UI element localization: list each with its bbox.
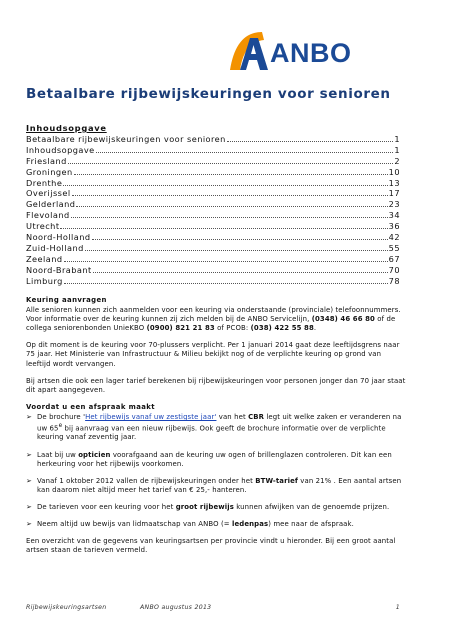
- toc-leader-dots: [74, 174, 388, 175]
- brochure-link[interactable]: Het rijbewijs vanaf uw zestigste jaar': [85, 412, 217, 421]
- anbo-emblem-icon: [226, 26, 274, 78]
- toc-leader-dots: [63, 185, 387, 186]
- toc-leader-dots: [64, 261, 388, 262]
- toc-leader-dots: [71, 217, 388, 218]
- arrow-bullet-icon: ➢: [26, 476, 32, 485]
- document-body: [26, 296, 406, 563]
- toc-entry-label: Betaalbare rijbewijskeuringen voor senioren: [26, 134, 226, 144]
- toc-entry-label: Limburg: [26, 275, 63, 286]
- toc-leader-dots: [64, 283, 388, 284]
- phone-uniekbo: (0900) 821 21 83: [146, 324, 215, 333]
- toc-entry-page: 34: [388, 210, 400, 221]
- toc-entry[interactable]: [26, 243, 400, 254]
- section-heading-keuring: Keuring aanvragen: [26, 296, 107, 304]
- toc-entry[interactable]: [26, 265, 400, 276]
- toc-entry-page: 1: [394, 144, 400, 155]
- toc-leader-dots: [60, 228, 387, 229]
- toc-entry-label: Friesland: [26, 155, 67, 166]
- page-title: Betaalbare rijbewijskeuringen voor senioren: [26, 86, 391, 102]
- toc-entry[interactable]: [26, 188, 400, 199]
- arrow-bullet-icon: ➢: [26, 450, 32, 459]
- toc-entry[interactable]: [26, 210, 400, 221]
- phone-pcob: (038) 422 55 88: [250, 324, 314, 333]
- toc-leader-dots: [227, 141, 394, 142]
- toc-entry-page: 1: [394, 134, 400, 144]
- paragraph-lower-tariff: Bij artsen die ook een lager tarief berekenen bij rijbewijskeuringen voor personen jonger dan 70 jaar staat dit apart aangegeven.: [26, 376, 406, 394]
- toc-entry-label: Overijssel: [26, 188, 71, 199]
- toc-entry-label: Zeeland: [26, 253, 63, 264]
- arrow-bullet-icon: ➢: [26, 412, 32, 421]
- toc-entry-label: Utrecht: [26, 221, 60, 232]
- toc-entry-label: Zuid-Holland: [26, 242, 84, 253]
- toc-entry[interactable]: [26, 178, 400, 189]
- toc-entry[interactable]: [26, 199, 400, 210]
- paragraph-closing: Een overzicht van de gegevens van keuringsartsen per provincie vindt u hieronder. Bij een groot aantal artsen staan de tarieven vermeld.: [26, 537, 396, 555]
- toc-entry-label: Flevoland: [26, 210, 70, 221]
- toc-entry[interactable]: [26, 134, 400, 145]
- toc-leader-dots: [93, 272, 388, 273]
- toc-entry-label: Gelderland: [26, 199, 76, 210]
- toc-entry-label: Inhoudsopgave: [26, 144, 95, 155]
- list-item: ➢ Vanaf 1 oktober 2012 vallen de rijbewijskeuringen onder het BTW-tarief van 21% . Een aantal artsen kan daarom niet altijd meer het tarief van € 25,- hanteren.: [26, 476, 402, 494]
- table-of-contents: [26, 134, 400, 286]
- list-item: ➢ Laat bij uw opticien voorafgaand aan de keuring uw ogen of brillenglazen controleren. Dit kan een herkeuring voor het rijbewijs voorkomen.: [26, 450, 392, 468]
- toc-leader-dots: [96, 152, 394, 153]
- toc-entry-page: 2: [394, 155, 400, 166]
- page-number: 1: [395, 604, 400, 611]
- toc-entry[interactable]: [26, 167, 400, 178]
- toc-entry-page: 70: [388, 264, 400, 275]
- toc-entry[interactable]: [26, 221, 400, 232]
- toc-entry[interactable]: [26, 156, 400, 167]
- list-item: ➢ De tarieven voor een keuring voor het groot rijbewijs kunnen afwijken van de genoemde prijzen.: [26, 502, 390, 511]
- toc-entry-page: 17: [388, 188, 400, 199]
- toc-entry-page: 42: [388, 232, 400, 243]
- arrow-bullet-icon: ➢: [26, 519, 32, 528]
- footer-date: ANBO augustus 2013: [140, 604, 212, 611]
- toc-entry-page: 67: [388, 253, 400, 264]
- toc-leader-dots: [72, 195, 388, 196]
- toc-entry[interactable]: [26, 145, 400, 156]
- toc-leader-dots: [76, 206, 387, 207]
- toc-entry-page: 55: [388, 242, 400, 253]
- phone-anbo: (0348) 46 66 80: [311, 315, 375, 324]
- section-heading-voordat: Voordat u een afspraak maakt: [26, 402, 155, 411]
- list-item: ➢ De brochure 'Het rijbewijs vanaf uw zestigste jaar' van het CBR legt uit welke zaken er veranderen na uw 65e bij aanvraag van een nieuw rijbewijs. Ook geeft de brochure informatie over de verplichte keuring vanaf zeventig jaar.: [26, 412, 402, 442]
- paragraph-keuring-intro: Alle senioren kunnen zich aanmelden voor een keuring via onderstaande (provinciale) telefoonnummers. Voor informatie over de keuring kunnen zij zich melden bij de ANBO Servicelijn, (0348) 46 66 80 of de collega seniorenbonden UnieKBO (0900) 821 21 83 of PCOB: (038) 422 55 88.: [26, 306, 401, 333]
- toc-leader-dots: [92, 239, 388, 240]
- logo-wordmark: ANBO: [270, 38, 352, 68]
- arrow-bullet-icon: ➢: [26, 502, 32, 511]
- footer-doc-name: Rijbewijskeuringsartsen: [26, 604, 107, 611]
- paragraph-age-limit: Op dit moment is de keuring voor 70-plussers verplicht. Per 1 januari 2014 gaat deze leeftijdsgrens naar 75 jaar. Het Ministerie van Infrastructuur & Milieu bekijkt nog of de verplichte keuring op grond van leeftijd wordt vervangen.: [26, 341, 400, 368]
- toc-entry[interactable]: [26, 276, 400, 287]
- anbo-logo: [226, 26, 386, 78]
- list-item: ➢ Neem altijd uw bewijs van lidmaatschap van ANBO (= ledenpas) mee naar de afspraak.: [26, 519, 354, 528]
- toc-entry-page: 23: [388, 199, 400, 210]
- toc-entry-page: 10: [388, 166, 400, 177]
- toc-entry-label: Groningen: [26, 166, 73, 177]
- toc-entry-label: Noord-Holland: [26, 232, 91, 243]
- toc-entry-page: 13: [388, 177, 400, 188]
- toc-entry-label: Drenthe: [26, 177, 63, 188]
- toc-entry[interactable]: [26, 232, 400, 243]
- toc-entry-page: 36: [388, 221, 400, 232]
- toc-entry-page: 78: [388, 275, 400, 286]
- toc-entry[interactable]: [26, 254, 400, 265]
- toc-entry-label: Noord-Brabant: [26, 264, 92, 275]
- toc-heading: Inhoudsopgave: [26, 123, 107, 133]
- toc-leader-dots: [85, 250, 388, 251]
- toc-leader-dots: [68, 163, 394, 164]
